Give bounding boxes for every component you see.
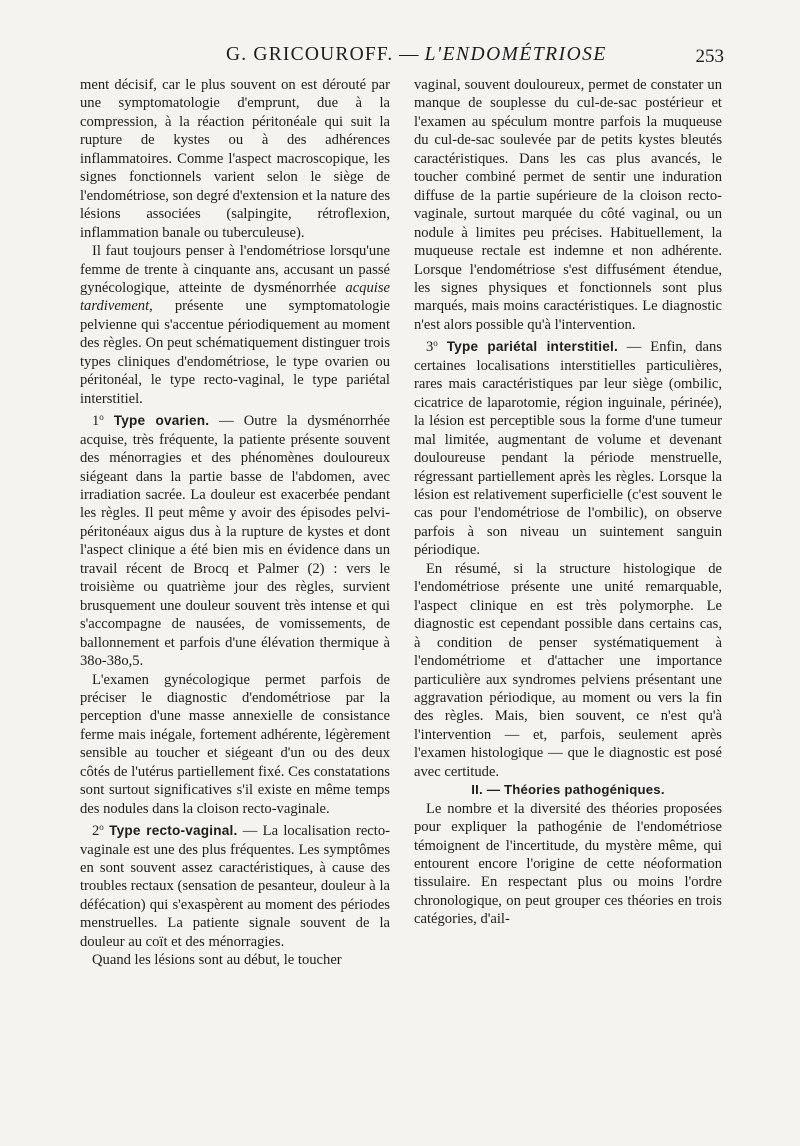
paragraph <box>80 242 390 408</box>
text-run: , présente une symptomatologie pelvienne qui s'accentue périodiquement au moment des règles. On peut schématiquement distinguer trois types cliniques d'endométriose, le type ovarien ou péritonéal, le type recto-vaginal, le type pariétal interstitiel. <box>80 298 390 407</box>
type-number <box>92 823 104 839</box>
header-subject: L'ENDOMÉTRIOSE <box>424 44 607 65</box>
text-run: — La localisation recto-vaginale est une des plus fréquentes. Les symptômes en sont souvent assez caractéristiques, à cause des troubles rectaux (sensation de pesanteur, douleur à la défécation) qui s'exaspèrent au moment des périodes menstruelles. La patiente signale souvent de la douleur au coït et des ménorragies. <box>80 823 390 950</box>
text-run: Il faut toujours penser à l'endométriose lorsqu'une femme de trente à cinquante ans, accusant un passé gynécologique, atteinte de dysménorrhée <box>80 243 390 296</box>
type-digit: 1 <box>92 413 100 430</box>
emphasis: acquise tardivement <box>80 279 390 315</box>
clinical-type-parietal <box>414 334 722 559</box>
paragraph: Quand les lésions sont au début, le toucher <box>92 952 342 969</box>
type-heading: Type recto-vaginal. <box>109 823 238 839</box>
text-run: — Enfin, dans certaines localisations interstitielles particulières, rares mais caractéristiques par leur siège (ombilic, cicatrice de laparotomie, région inguinale, périnée), la lésion est perceptible sous la forme d'une tumeur mal limitée, augmentant de volume et devenant douloureuse pendant la période menstruelle, régressant partiellement après les règles. Lorsque la lésion est relativement superficielle (c'est souvent le cas pour l'endométriose de l'ombilic), on observe parfois à son niveau un suintement sanguin périodique. <box>414 339 722 559</box>
running-header <box>0 44 800 74</box>
type-number <box>92 413 104 429</box>
type-digit: 3 <box>426 339 434 356</box>
section-heading: II. — Théories pathogéniques. <box>471 782 665 798</box>
header-author: G. GRICOUROFF. <box>226 44 394 65</box>
type-heading: Type ovarien. <box>113 413 210 429</box>
right-column <box>414 76 722 929</box>
type-heading: Type pariétal interstitiel. <box>446 339 618 355</box>
clinical-type-ovarian <box>80 408 390 670</box>
paragraph: En résumé, si la structure histologique de l'endométriose présente une unité remarquable, l'aspect clinique en est très polymorphe. Le diagnostic est cependant possible dans certains cas, à condition de penser systématiquement à l'endométriome et d'attacher une importance particulière aux syndromes pelviens présentant une aggravation périodique, au moment ou vers la fin des règles. Mais, bien souvent, ce n'est qu'à l'intervention — et, parfois, seulement après l'examen histologique — que le diagnostic est posé avec certitude. <box>414 560 722 780</box>
ordinal-sup: o <box>99 822 104 833</box>
paragraph: vaginal, souvent douloureux, permet de constater un manque de souplesse du cul-de-sac postérieur et l'examen au spéculum montre parfois la muqueuse du cul-de-sac soulevée par de petits kystes bleutés caractéristiques. Dans les cas plus avancés, le toucher combiné permet de sentir une induration diffuse de la partie supérieure de la cloison recto-vaginale, surtout marquée du côté vaginal, ou un nodule à limites peu précises. Habituellement, la muqueuse rectale est indemne et non adhérente. Lorsque l'endométriose s'est diffusément étendue, les signes physiques et fonctionnels sont plus marqués, mais moins caractéristiques. Le diagnostic n'est alors possible qu'à l'intervention. <box>414 77 722 333</box>
clinical-type-recto-vaginal <box>80 818 390 951</box>
ordinal-sup: o <box>433 338 438 349</box>
paragraph: Le nombre et la diversité des théories proposées pour expliquer la pathogénie de l'endométriose témoignent de l'incertitude, du mystère même, qui entourent encore l'origine de cette néoformation tissulaire. En respectant plus ou moins l'ordre chronologique, on peut grouper ces théories en trois catégories, d'ail- <box>414 800 722 928</box>
ordinal-sup: o <box>99 412 104 423</box>
header-separator: — <box>398 44 420 65</box>
paragraph: ment décisif, car le plus souvent on est dérouté par une symptomatologie d'emprunt, due à la compression, à la réaction péritonéale qui suit la rupture de kystes ou à des adhérences inflammatoires. Comme l'aspect macroscopique, les signes fonctionnels varient selon le siège de l'endométriose, son degré d'extension et la nature des lésions associées (salpingite, rétroflexion, inflammation banale ou tuberculeuse). <box>80 77 391 241</box>
text-run: — Outre la dysménorrhée acquise, très fréquente, la patiente présente souvent des ménorragies et des phénomènes douloureux siégeant dans la partie basse de l'abdomen, avec irradiation sacrée. La douleur est exacerbée pendant les règles. Il peut même y avoir des épisodes pelvi-péritonéaux aigus dus à la rupture de kystes et dont l'aspect clinique a été bien mis en évidence dans un travail récent de Brocq et Palmer (2) : vers le troisième ou quatrième jour des règles, survient brusquement une douleur souvent très intense et qui s'accompagne de nausées, de vomissements, de ballonnement et parfois d'une élévation thermique à 38o-38o,5. <box>80 413 390 670</box>
type-number <box>426 339 438 355</box>
page-number: 253 <box>695 46 724 67</box>
type-digit: 2 <box>92 823 100 840</box>
paragraph: L'examen gynécologique permet parfois de préciser le diagnostic d'endométriose par la perception d'une masse annexielle de consistance ferme mais inégale, fortement adhérente, légèrement sensible au toucher et siégeant d'un ou des deux côtés de l'utérus partiellement fixé. Ces constatations sont surtout significatives s'il existe en même temps des nodules dans la cloison recto-vaginale. <box>80 671 390 817</box>
running-title <box>226 44 607 66</box>
left-column <box>80 76 390 970</box>
